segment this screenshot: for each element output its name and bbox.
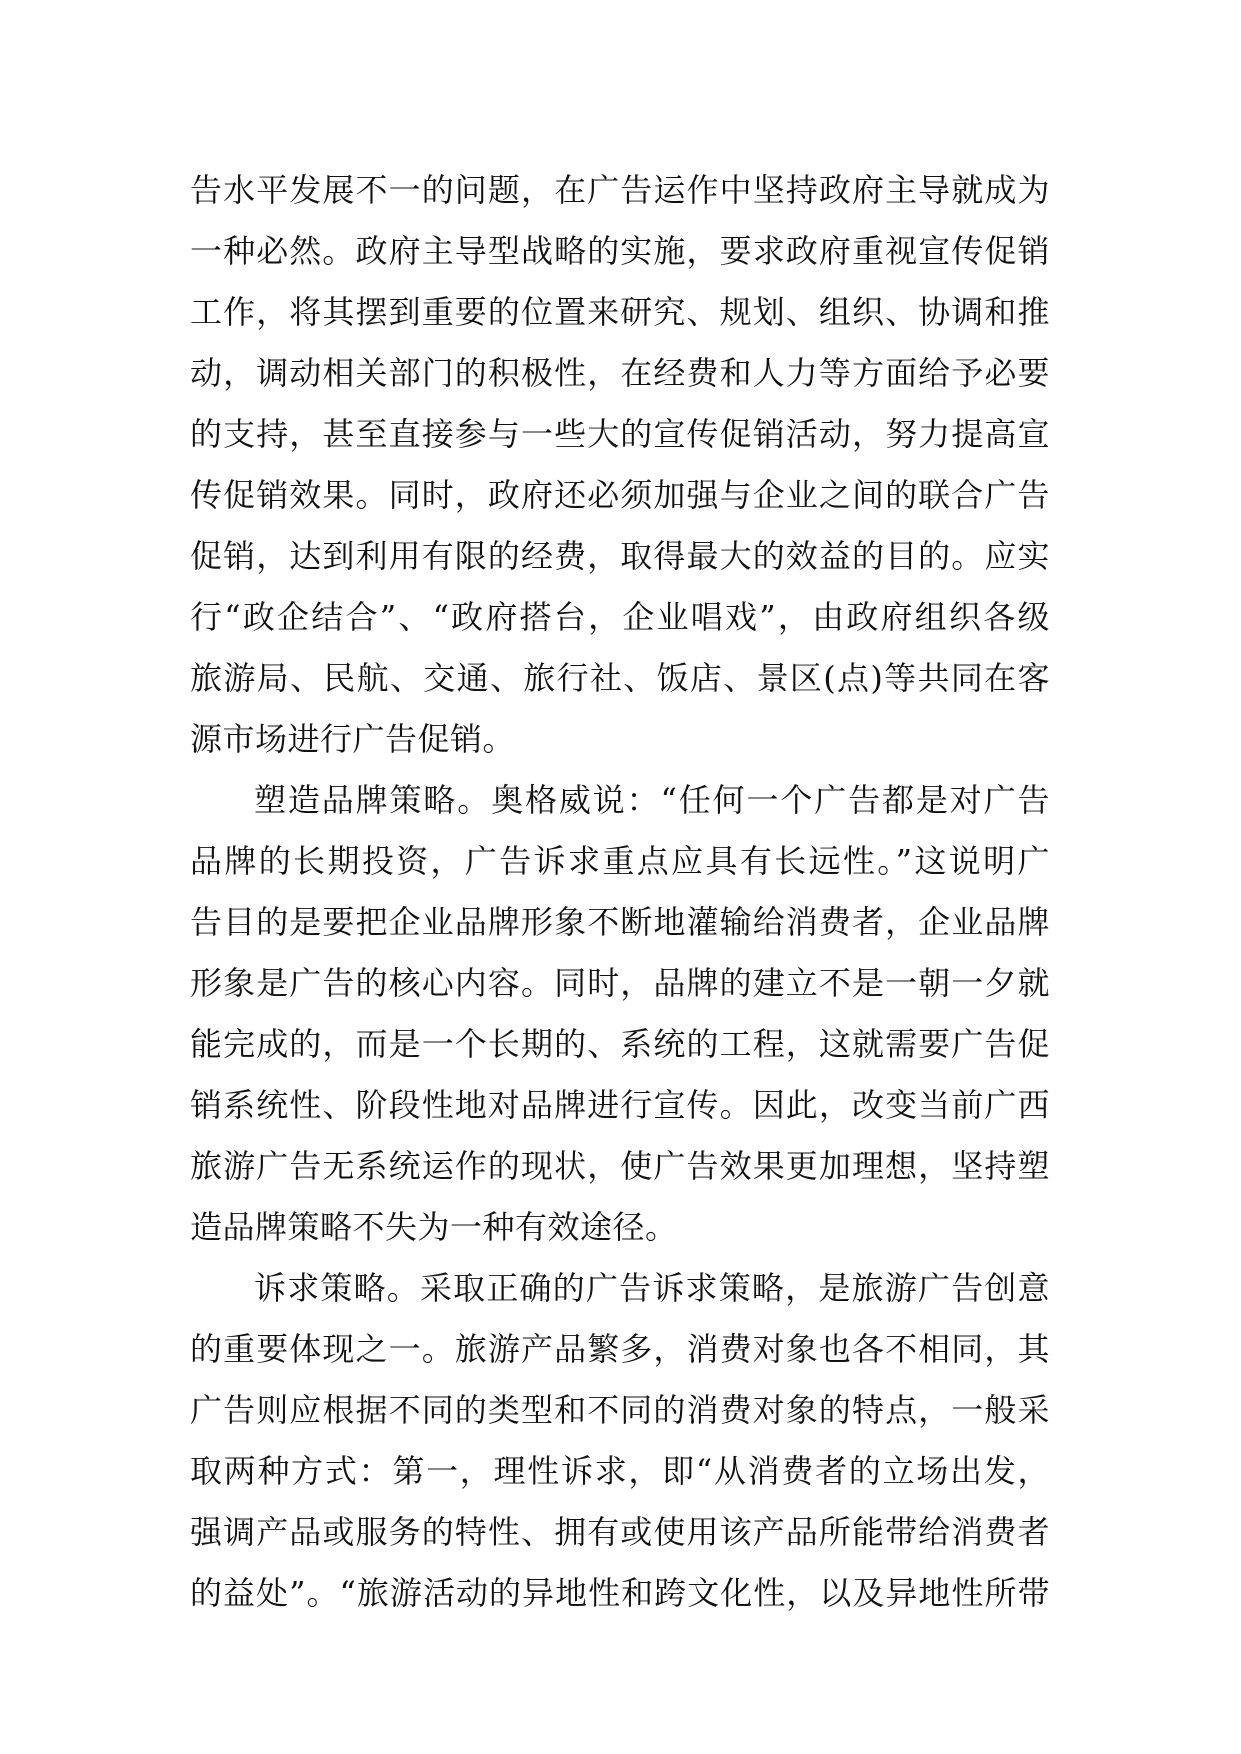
paragraph-2 (190, 770, 1050, 1258)
text-line: 广告则应根据不同的类型和不同的消费对象的特点，一般采 (190, 1391, 1050, 1429)
text-line: 促销，达到利用有限的经费，取得最大的效益的目的。应实 (190, 537, 1050, 575)
text-line: 旅游局、民航、交通、旅行社、饭店、景区(点)等共同在客 (190, 659, 1050, 697)
text-line: 行“政企结合”、“政府搭台，企业唱戏”，由政府组织各级 (190, 598, 1050, 636)
text-line: 强调产品或服务的特性、拥有或使用该产品所能带给消费者 (190, 1513, 1050, 1551)
text-line: 销系统性、阶段性地对品牌进行宣传。因此，改变当前广西 (190, 1086, 1050, 1124)
text-line: 传促销效果。同时，政府还必须加强与企业之间的联合广告 (190, 476, 1050, 514)
text-line: 旅游广告无系统运作的现状，使广告效果更加理想，坚持塑 (190, 1147, 1050, 1185)
text-line: 塑造品牌策略。奥格威说：“任何一个广告都是对广告 (254, 781, 1050, 819)
text-line: 取两种方式：第一，理性诉求，即“从消费者的立场出发， (190, 1452, 1050, 1490)
text-line: 能完成的，而是一个长期的、系统的工程，这就需要广告促 (190, 1025, 1050, 1063)
paragraph-1 (190, 160, 1050, 770)
text-line: 源市场进行广告促销。 (190, 720, 516, 758)
text-line: 品牌的长期投资，广告诉求重点应具有长远性。”这说明广 (190, 842, 1050, 880)
text-line: 造品牌策略不失为一种有效途径。 (190, 1208, 678, 1246)
text-line: 工作，将其摆到重要的位置来研究、规划、组织、协调和推 (190, 293, 1050, 331)
text-line: 的支持，甚至直接参与一些大的宣传促销活动，努力提高宣 (190, 415, 1050, 453)
text-line: 告水平发展不一的问题，在广告运作中坚持政府主导就成为 (190, 171, 1050, 209)
text-line: 诉求策略。采取正确的广告诉求策略，是旅游广告创意 (254, 1269, 1050, 1307)
body-text (190, 160, 1050, 1624)
text-line: 一种必然。政府主导型战略的实施，要求政府重视宣传促销 (190, 232, 1050, 270)
text-line: 告目的是要把企业品牌形象不断地灌输给消费者，企业品牌 (190, 903, 1050, 941)
text-line: 形象是广告的核心内容。同时，品牌的建立不是一朝一夕就 (190, 964, 1050, 1002)
text-line: 的重要体现之一。旅游产品繁多，消费对象也各不相同，其 (190, 1330, 1050, 1368)
paragraph-3 (190, 1258, 1050, 1624)
text-line: 动，调动相关部门的积极性，在经费和人力等方面给予必要 (190, 354, 1050, 392)
text-line: 的益处”。“旅游活动的异地性和跨文化性，以及异地性所带 (190, 1574, 1050, 1612)
